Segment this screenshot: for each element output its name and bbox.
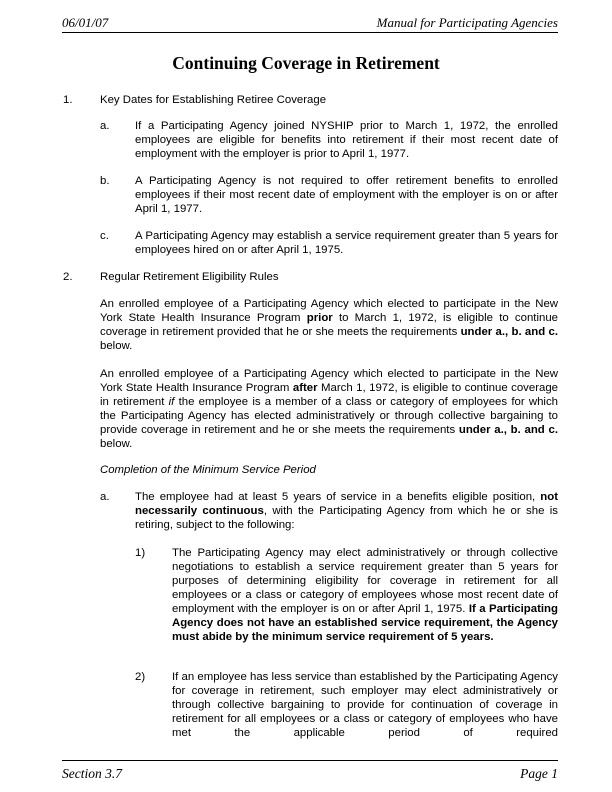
header-date: 06/01/07 bbox=[62, 15, 109, 30]
section-1-number: 1. bbox=[63, 94, 73, 106]
header-manual-title: Manual for Participating Agencies bbox=[376, 15, 558, 30]
section-1-item-b-text: A Participating Agency is not required to offer retirement benefits to enrolled employees if their most recent date of employment with the employer is on or after April 1, 1977. bbox=[135, 175, 558, 215]
section-2-paragraph-2: An enrolled employee of a Participating Agency which elected to participate in the New York State Health Insurance Program after March 1, 1972, is eligible to continue coverage in retirement if the employee is a member of a class or category of employees for which the Participating Agency has elected administratively or through collective bargaining to provide coverage in retirement and he or she meets the requirements under a., b. and c. below. bbox=[100, 368, 559, 450]
subitem-2-text: If an employee has less service than established by the Participating Agency for coverage in retirement, such employer may elect administratively or through collective bargaining to provide for continuation of coverage in retirement for all employees or a class or category of employees who have met the applicable period of required bbox=[172, 671, 558, 739]
subitem-1-text: The Participating Agency may elect administratively or through collective negotiations to establish a service requirement greater than 5 years for purposes of determining eligibility for coverage in retirement for all employees or a class or category of employees whose most recent date of employment with the employer is on or after April 1, 1975. If a Participating Agency does not have an established service requirement, the Agency must abide by the minimum service requirement of 5 years. bbox=[172, 547, 558, 643]
section-2-paragraph-1: An enrolled employee of a Participating Agency which elected to participate in the New York State Health Insurance Program prior to March 1, 1972, is eligible to continue coverage in retirement provided that he or she meets the requirements under a., b. and c. below. bbox=[100, 298, 558, 352]
section-2-heading: Regular Retirement Eligibility Rules bbox=[100, 271, 279, 283]
footer-section: Section 3.7 bbox=[62, 766, 122, 781]
page-header bbox=[62, 12, 558, 33]
item-label: a. bbox=[100, 491, 110, 503]
footer-page-number: Page 1 bbox=[520, 766, 558, 781]
item-label: c. bbox=[100, 230, 109, 242]
section-1-item-c-text: A Participating Agency may establish a service requirement greater than 5 years for employees hired on or after April 1, 1975. bbox=[135, 230, 558, 256]
minimum-service-subheading: Completion of the Minimum Service Period bbox=[100, 464, 316, 476]
section-2-item-a-text: The employee had at least 5 years of service in a benefits eligible position, not necessarily continuous, with the Participating Agency from which he or she is retiring, subject to the following: bbox=[135, 491, 558, 531]
section-1-item-a-text: If a Participating Agency joined NYSHIP prior to March 1, 1972, the enrolled employees are eligible for benefits into retirement if their most recent date of employment with the employer is prior to April 1, 1977. bbox=[135, 120, 558, 160]
section-2-number: 2. bbox=[63, 271, 73, 283]
subitem-label: 2) bbox=[135, 671, 146, 683]
item-label: a. bbox=[100, 120, 110, 132]
subitem-label: 1) bbox=[135, 547, 146, 559]
page-title: Continuing Coverage in Retirement bbox=[172, 53, 440, 73]
page-footer bbox=[62, 760, 558, 783]
section-1-heading: Key Dates for Establishing Retiree Coverage bbox=[100, 94, 327, 106]
item-label: b. bbox=[100, 175, 110, 187]
